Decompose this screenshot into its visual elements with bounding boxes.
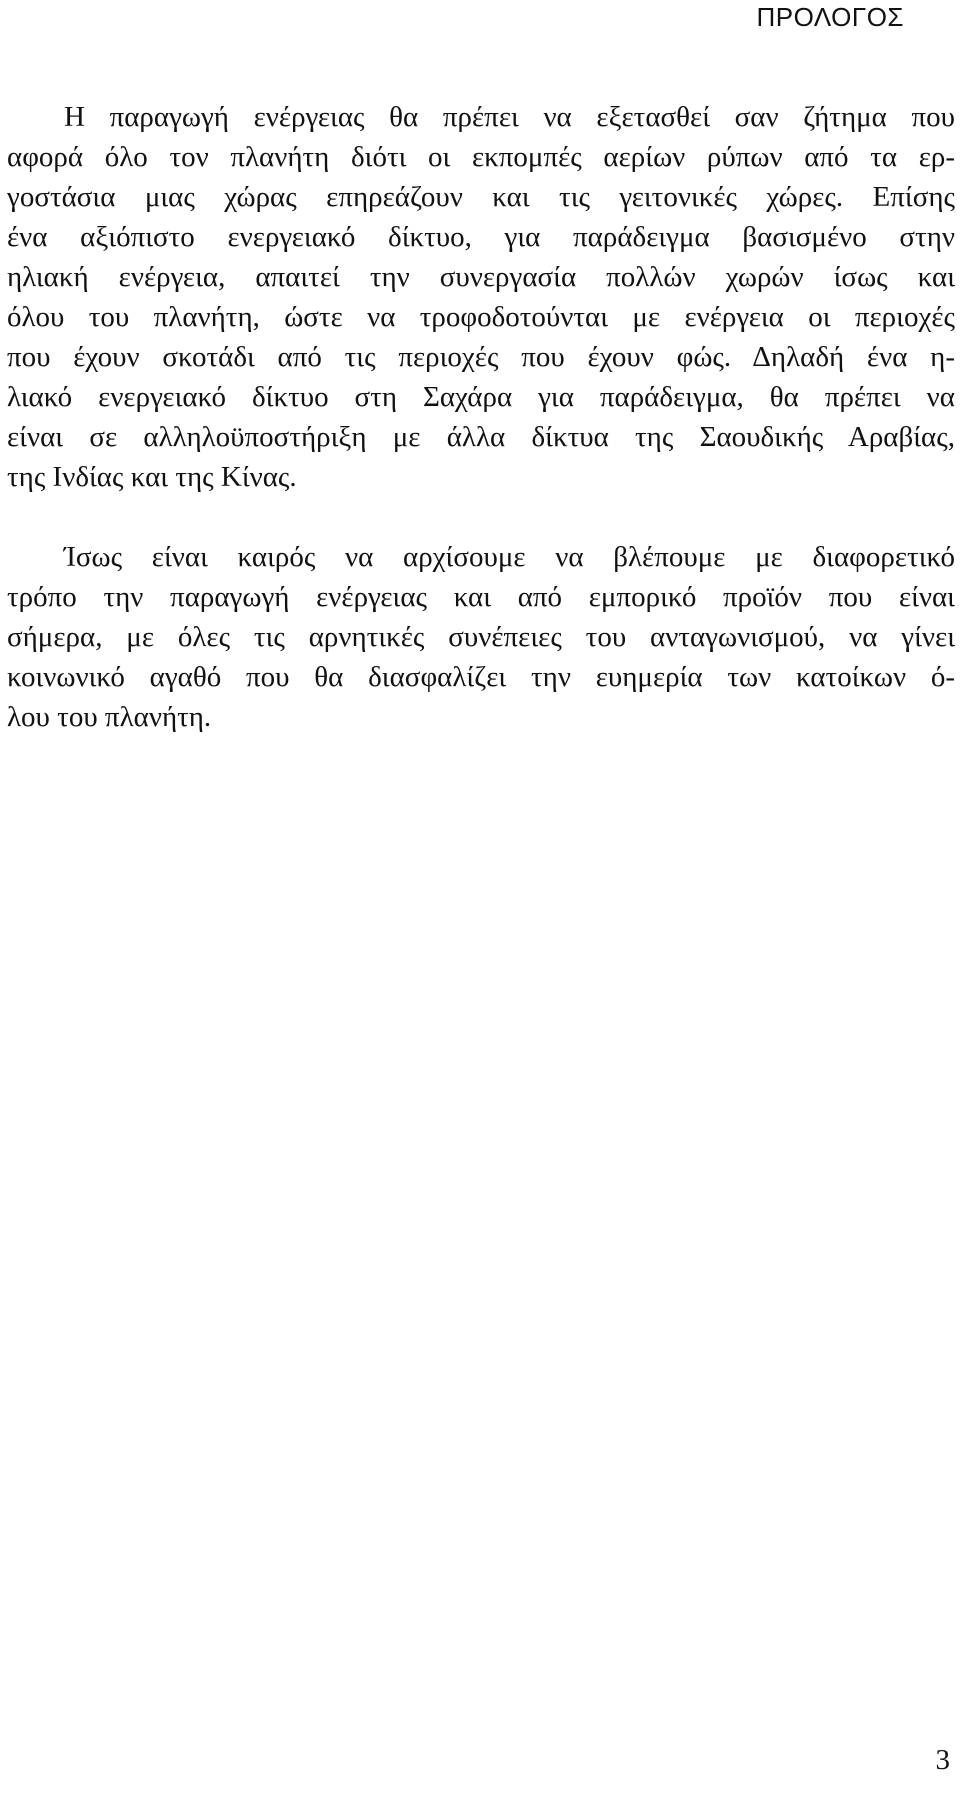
text-line: κοινωνικό αγαθό που θα διασφαλίζει την ευημερία των κατοίκων ό- [7,661,955,693]
text-line: λιακό ενεργειακό δίκτυο στη Σαχάρα για παράδειγμα, θα πρέπει να [7,381,955,413]
text-line: ηλιακή ενέργεια, απαιτεί την συνεργασία πολλών χωρών ίσως και [7,261,955,293]
text-line: που έχουν σκοτάδι από τις περιοχές που έχουν φώς. Δηλαδή ένα η- [7,341,955,373]
paragraph-1 [7,97,955,497]
text-line: αφορά όλο τον πλανήτη διότι οι εκπομπές αερίων ρύπων από τα ερ- [7,141,955,173]
text-line: της Ινδίας και της Κίνας. [7,461,297,493]
text-line: λου του πλανήτη. [7,701,212,733]
text-line: είναι σε αλληλοϋποστήριξη με άλλα δίκτυα της Σαουδικής Αραβίας, [7,421,955,453]
running-header: ΠΡΟΛΟΓΟΣ [756,2,904,32]
page-number: 3 [935,1744,950,1776]
text-line: ένα αξιόπιστο ενεργειακό δίκτυο, για παράδειγμα βασισμένο στην [7,221,955,253]
paragraph-2 [7,537,955,737]
text-line: τρόπο την παραγωγή ενέργειας και από εμπορικό προϊόν που είναι [7,581,955,613]
text-line: όλου του πλανήτη, ώστε να τροφοδοτούνται με ενέργεια οι περιοχές [7,301,955,333]
text-line: Η παραγωγή ενέργειας θα πρέπει να εξετασθεί σαν ζήτημα που [64,101,955,133]
text-line: γοστάσια μιας χώρας επηρεάζουν και τις γειτονικές χώρες. Επίσης [7,181,955,213]
body-text [7,97,955,737]
text-line: Ίσως είναι καιρός να αρχίσουμε να βλέπουμε με διαφορετικό [64,541,955,573]
text-line: σήμερα, με όλες τις αρνητικές συνέπειες του ανταγωνισμού, να γίνει [7,621,955,653]
